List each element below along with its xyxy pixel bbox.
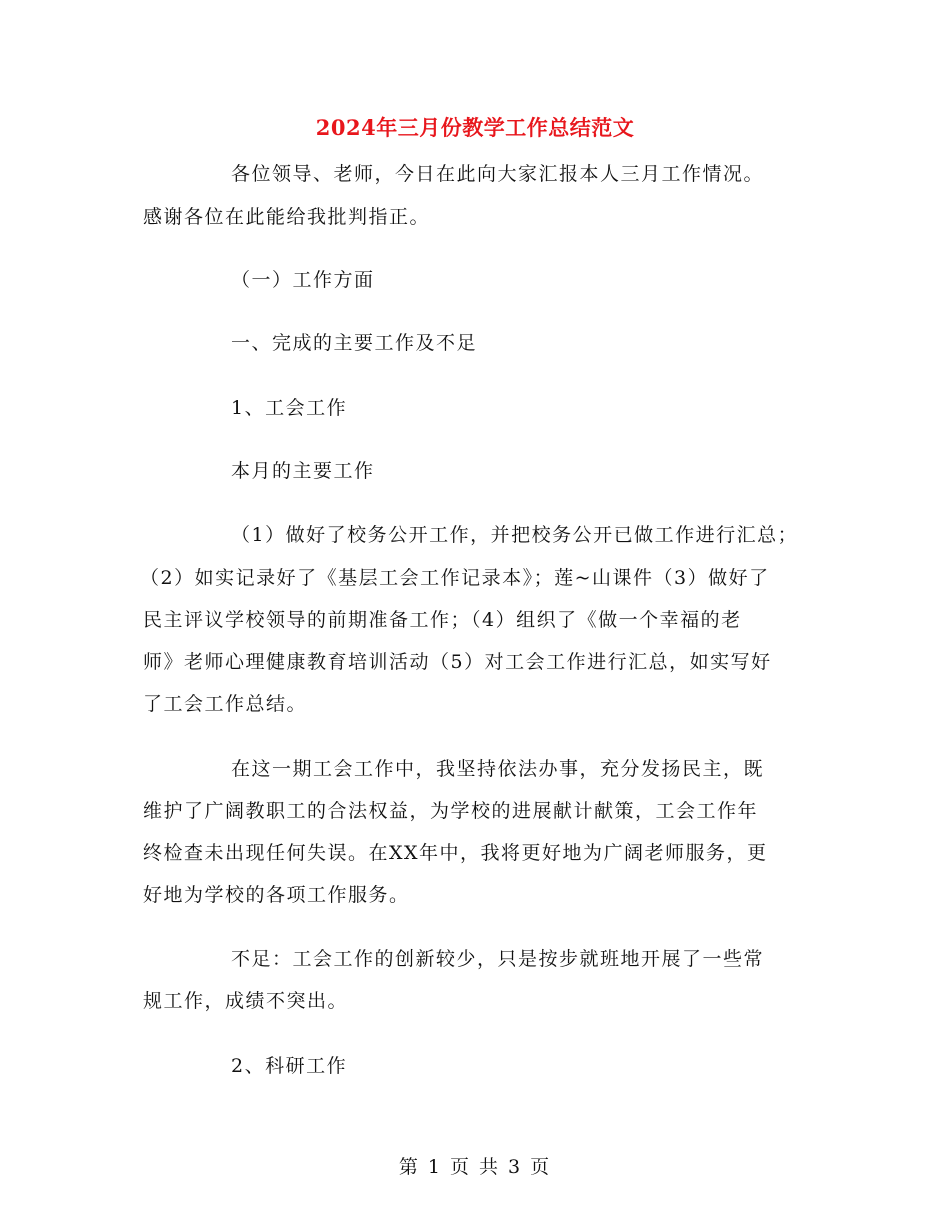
intro-line-2: 感谢各位在此能给我批判指正。 [143, 206, 431, 228]
intro-line-1: 各位领导、老师，今日在此向大家汇报本人三月工作情况。 [231, 163, 765, 185]
paragraph-line-4: 好地为学校的各项工作服务。 [143, 884, 410, 906]
paragraph-line-1: 在这一期工会工作中，我坚持依法办事，充分发扬民主，既 [231, 758, 765, 780]
item-union-work: 1、工会工作 [231, 397, 348, 419]
shortcoming-line-1: 不足：工会工作的创新较少，只是按步就班地开展了一些常 [231, 948, 765, 970]
work-list-line-5: 了工会工作总结。 [143, 693, 308, 715]
paragraph-line-2: 维护了广阔教职工的合法权益，为学校的进展献计献策，工会工作年 [143, 800, 759, 822]
shortcoming-line-2: 规工作，成绩不突出。 [143, 990, 349, 1012]
work-list-line-4: 师》老师心理健康教育培训活动（5）对工会工作进行汇总，如实写好 [143, 651, 772, 673]
section-heading-work: （一）工作方面 [231, 269, 375, 291]
heading-main-work: 一、完成的主要工作及不足 [231, 332, 478, 354]
page-footer: 第 1 页 共 3 页 [398, 1156, 552, 1178]
paragraph-line-3: 终检查未出现任何失误。在XX年中，我将更好地为广阔老师服务，更 [143, 842, 768, 864]
work-list-line-3: 民主评议学校领导的前期准备工作；（4）组织了《做一个幸福的老 [143, 609, 742, 631]
item-research-work: 2、科研工作 [231, 1055, 348, 1077]
document-title: 2024年三月份教学工作总结范文 [315, 115, 635, 140]
work-list-line-2: （2）如实记录好了《基层工会工作记录本》；莲~山课件（3）做好了 [140, 567, 770, 589]
subheading-monthly-work: 本月的主要工作 [231, 460, 375, 482]
work-list-line-1: （1）做好了校务公开工作，并把校务公开已做工作进行汇总； [231, 524, 799, 546]
